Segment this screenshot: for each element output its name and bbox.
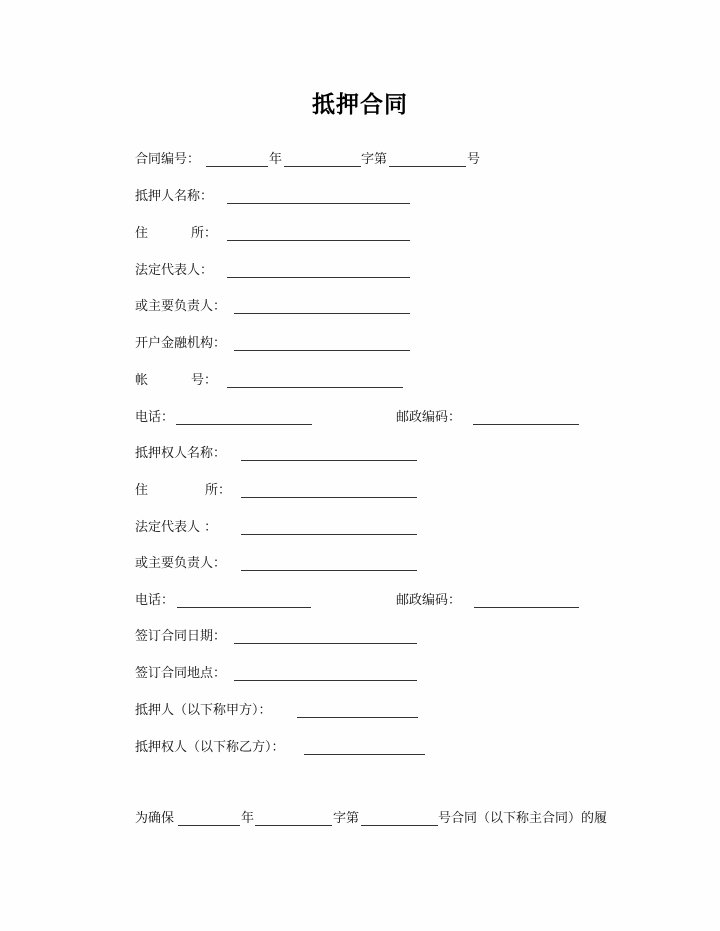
mortgagor-principal-field[interactable] — [234, 313, 410, 314]
mortgagor-name-field[interactable] — [227, 203, 410, 204]
document-title: 抵押合同 — [312, 92, 408, 118]
mortgagor-address-label-b: 所： — [191, 226, 218, 241]
mortgagee-name-field[interactable] — [241, 460, 417, 461]
signing-place-field[interactable] — [234, 680, 417, 681]
signing-date-label: 签订合同日期： — [135, 629, 227, 644]
mortgagor-address-field[interactable] — [227, 240, 410, 241]
mortgagee-name-label: 抵押权人名称： — [135, 446, 227, 461]
party-b-label: 抵押权人（以下称乙方）： — [135, 740, 285, 755]
body-char-suffix: 字第 — [333, 811, 360, 826]
mortgagor-phone-label: 电话： — [135, 410, 175, 425]
contract-num-field[interactable] — [389, 166, 466, 167]
char-suffix: 字第 — [361, 152, 388, 167]
mortgagor-phone-field[interactable] — [176, 424, 312, 425]
body-prefix: 为确保 — [135, 811, 175, 826]
body-tail: 号合同（以下称主合同）的履 — [438, 811, 608, 826]
mortgagee-phone-field[interactable] — [177, 607, 311, 608]
party-a-label: 抵押人（以下称甲方）： — [135, 703, 272, 718]
body-year-field[interactable] — [178, 825, 240, 826]
mortgagee-address-label-b: 所： — [205, 483, 232, 498]
mortgagor-legal-rep-label: 法定代表人： — [135, 263, 214, 278]
mortgagor-bank-label: 开户金融机构： — [135, 336, 227, 351]
contract-char-field[interactable] — [284, 166, 361, 167]
mortgagor-postcode-field[interactable] — [473, 424, 579, 425]
mortgagee-legal-rep-field[interactable] — [241, 534, 417, 535]
signing-date-field[interactable] — [234, 643, 417, 644]
party-b-field[interactable] — [304, 754, 425, 755]
mortgagee-phone-label: 电话： — [135, 593, 175, 608]
contract-number-label: 合同编号： — [135, 152, 201, 167]
mortgagee-legal-rep-label: 法定代表人 ： — [135, 520, 218, 535]
mortgagee-principal-label: 或主要负责人： — [135, 556, 227, 571]
mortgagor-legal-rep-field[interactable] — [227, 277, 410, 278]
body-num-field[interactable] — [361, 825, 438, 826]
mortgagor-postcode-label: 邮政编码： — [396, 410, 462, 425]
contract-year-field[interactable] — [206, 166, 268, 167]
mortgagor-account-field[interactable] — [227, 387, 403, 388]
year-suffix: 年 — [269, 152, 283, 167]
num-suffix: 号 — [467, 152, 481, 167]
party-a-field[interactable] — [297, 717, 418, 718]
mortgagor-bank-field[interactable] — [234, 350, 410, 351]
signing-place-label: 签订合同地点： — [135, 666, 227, 681]
mortgagee-address-field[interactable] — [241, 497, 417, 498]
body-char-field[interactable] — [255, 825, 332, 826]
mortgagor-address-label-a: 住 — [135, 226, 149, 241]
mortgagee-address-label-a: 住 — [135, 483, 149, 498]
mortgagor-principal-label: 或主要负责人： — [135, 299, 227, 314]
mortgagee-principal-field[interactable] — [241, 570, 417, 571]
mortgagee-postcode-field[interactable] — [474, 607, 579, 608]
mortgagor-account-label-b: 号： — [191, 373, 218, 388]
mortgagee-postcode-label: 邮政编码： — [396, 593, 462, 608]
mortgagor-name-label: 抵押人名称： — [135, 189, 214, 204]
mortgagor-account-label-a: 帐 — [135, 373, 149, 388]
body-year-suffix: 年 — [241, 811, 255, 826]
